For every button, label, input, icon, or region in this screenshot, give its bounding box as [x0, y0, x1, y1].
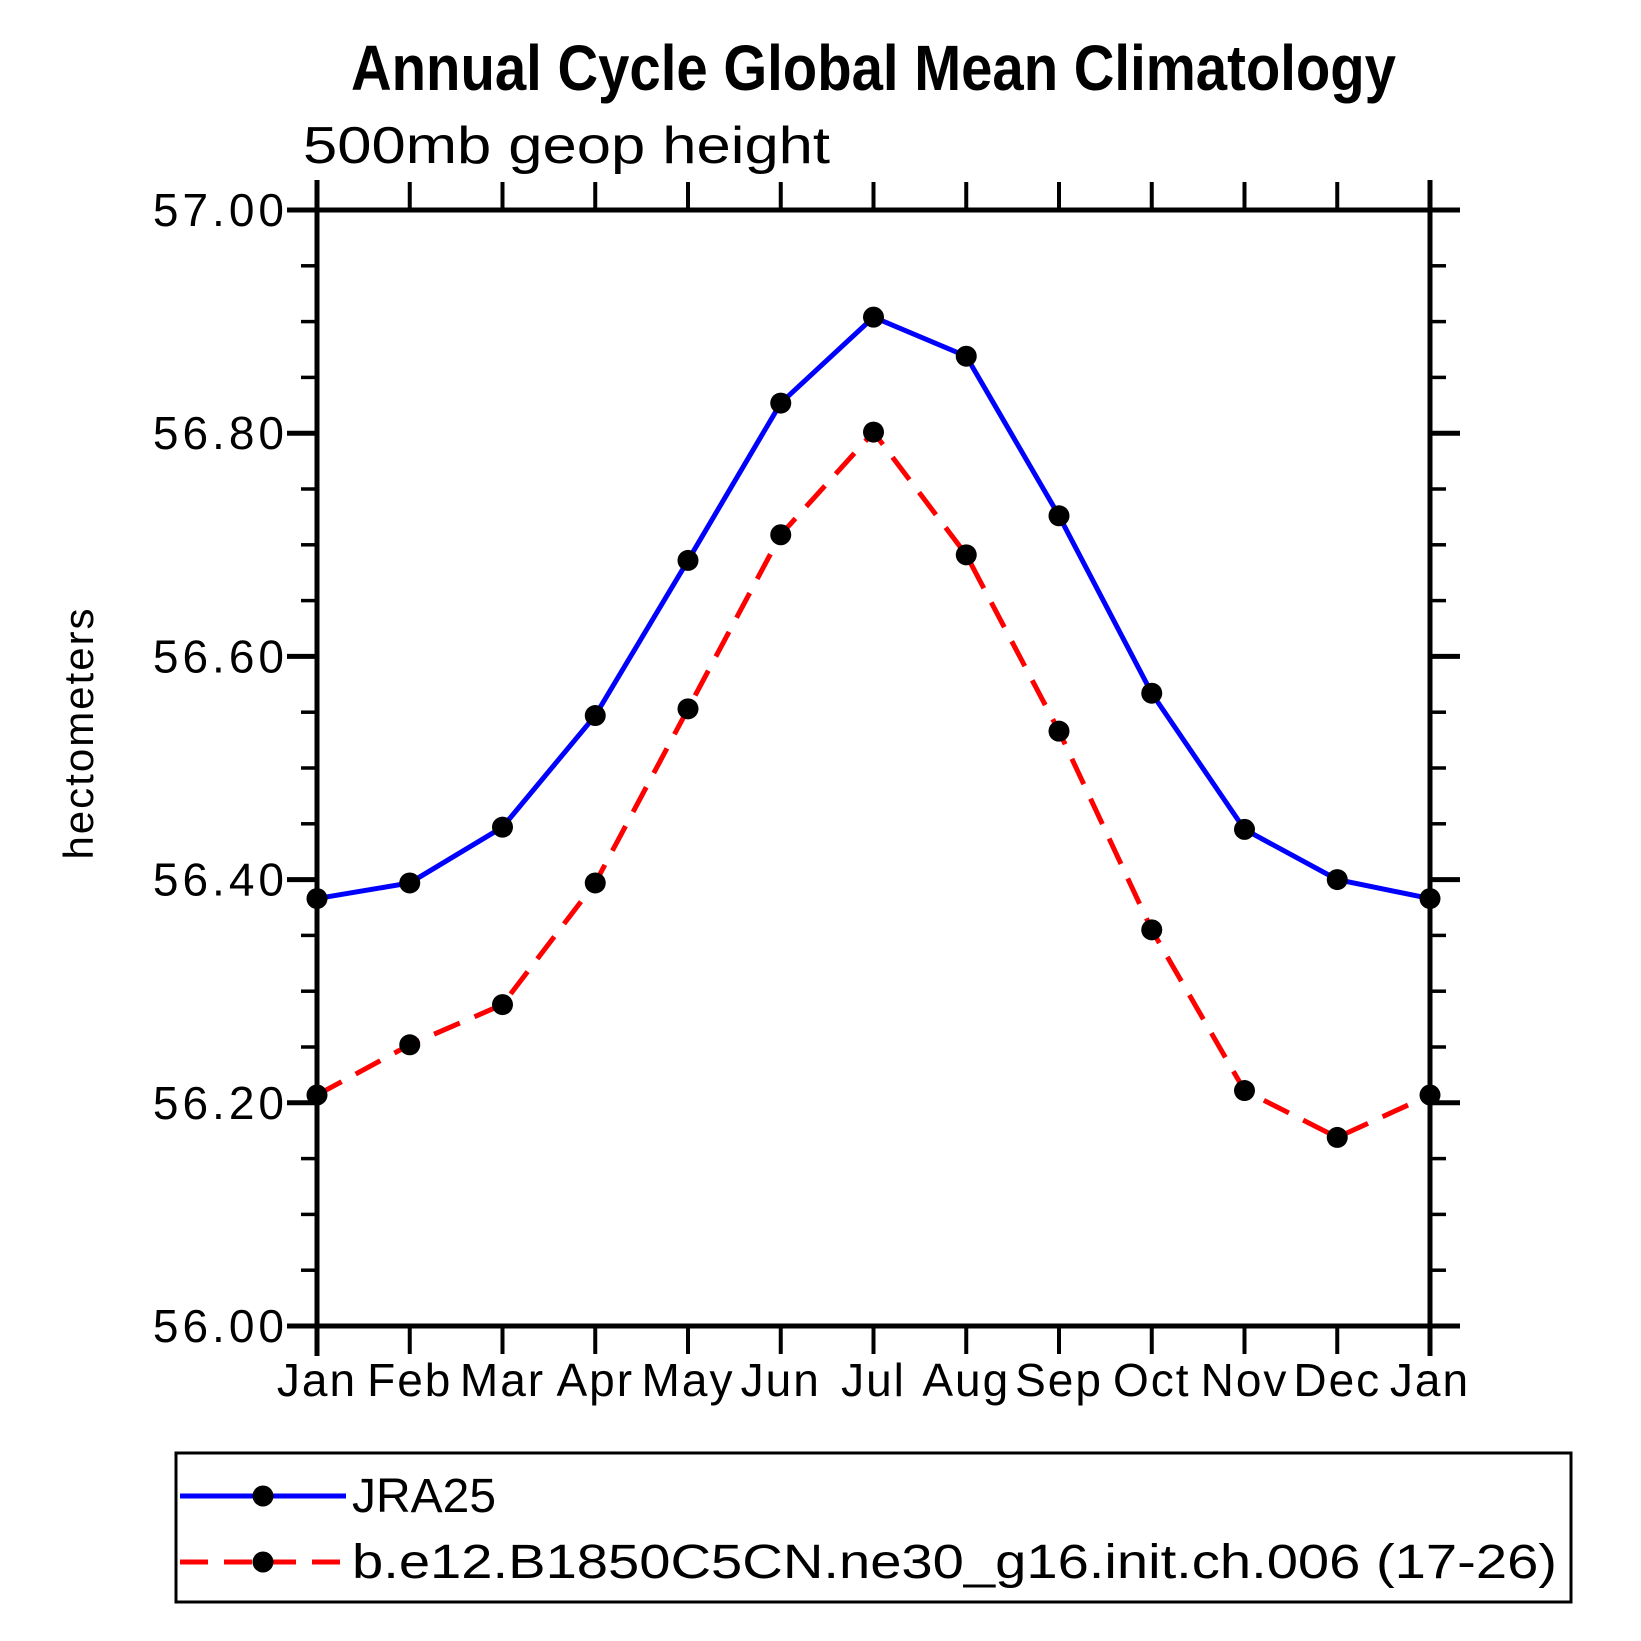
x-tick-label: Jun: [740, 1354, 821, 1406]
y-tick-label: 56.20: [152, 1076, 288, 1129]
series-0-point-11: [1327, 869, 1348, 890]
x-tick-label: Mar: [459, 1354, 546, 1406]
x-tick-label: Dec: [1293, 1354, 1382, 1406]
series-1-point-4: [678, 698, 699, 719]
series-0-point-6: [863, 307, 884, 328]
x-tick-label: Sep: [1015, 1354, 1103, 1406]
y-tick-label: 57.00: [152, 184, 288, 236]
series-0-point-10: [1234, 819, 1255, 840]
x-tick-label: Jan: [276, 1354, 358, 1406]
x-tick-label: Jan: [1389, 1354, 1471, 1406]
series-1-point-1: [399, 1034, 420, 1055]
legend-label-jra25: JRA25: [352, 1470, 497, 1523]
y-axis-label: hectometers: [55, 606, 102, 860]
series-1-point-0: [307, 1084, 328, 1105]
chart-subtitle: 500mb geop height: [303, 117, 831, 175]
series-0-point-3: [585, 705, 606, 726]
series-1-point-7: [956, 544, 977, 565]
series-1-point-5: [770, 524, 791, 545]
series-0-point-8: [1049, 505, 1070, 526]
series-1-point-6: [863, 422, 884, 443]
series-0-point-5: [770, 393, 791, 414]
series-1-point-10: [1234, 1080, 1255, 1101]
series-0-point-7: [956, 346, 977, 367]
series-1-point-3: [585, 872, 606, 893]
x-tick-label: Jul: [841, 1354, 906, 1406]
series-0-point-12: [1420, 888, 1441, 909]
x-tick-label: Oct: [1112, 1354, 1191, 1406]
legend: [176, 1453, 1571, 1602]
x-tick-label: Feb: [367, 1354, 453, 1406]
series-1-point-2: [492, 994, 513, 1015]
axes: [153, 180, 1470, 1406]
legend-marker-jra25: [253, 1486, 274, 1507]
legend-marker-model: [253, 1552, 274, 1573]
x-tick-label: Apr: [556, 1354, 635, 1406]
series-1-point-8: [1049, 721, 1070, 742]
series-1-point-9: [1141, 919, 1162, 940]
series-0-point-2: [492, 817, 513, 838]
series-line-1: [317, 432, 1430, 1137]
series-0-point-0: [307, 888, 328, 909]
series-line-0: [317, 317, 1430, 898]
series-0-point-9: [1141, 683, 1162, 704]
series-0-point-4: [678, 550, 699, 571]
y-tick-label: 56.00: [152, 1300, 288, 1352]
series-1-point-12: [1420, 1084, 1441, 1105]
x-tick-label: Nov: [1200, 1354, 1289, 1406]
y-tick-label: 56.40: [152, 853, 288, 906]
y-tick-label: 56.80: [152, 407, 288, 460]
x-tick-label: Aug: [922, 1354, 1011, 1406]
plot-series: [307, 307, 1441, 1148]
y-tick-label: 56.60: [152, 630, 288, 683]
series-0-point-1: [399, 872, 420, 893]
series-1-point-11: [1327, 1127, 1348, 1148]
chart-title: Annual Cycle Global Mean Climatology: [351, 32, 1397, 104]
x-tick-label: May: [641, 1354, 735, 1406]
legend-label-model: b.e12.B1850C5CN.ne30_g16.init.ch.006 (17-26): [352, 1536, 1557, 1589]
